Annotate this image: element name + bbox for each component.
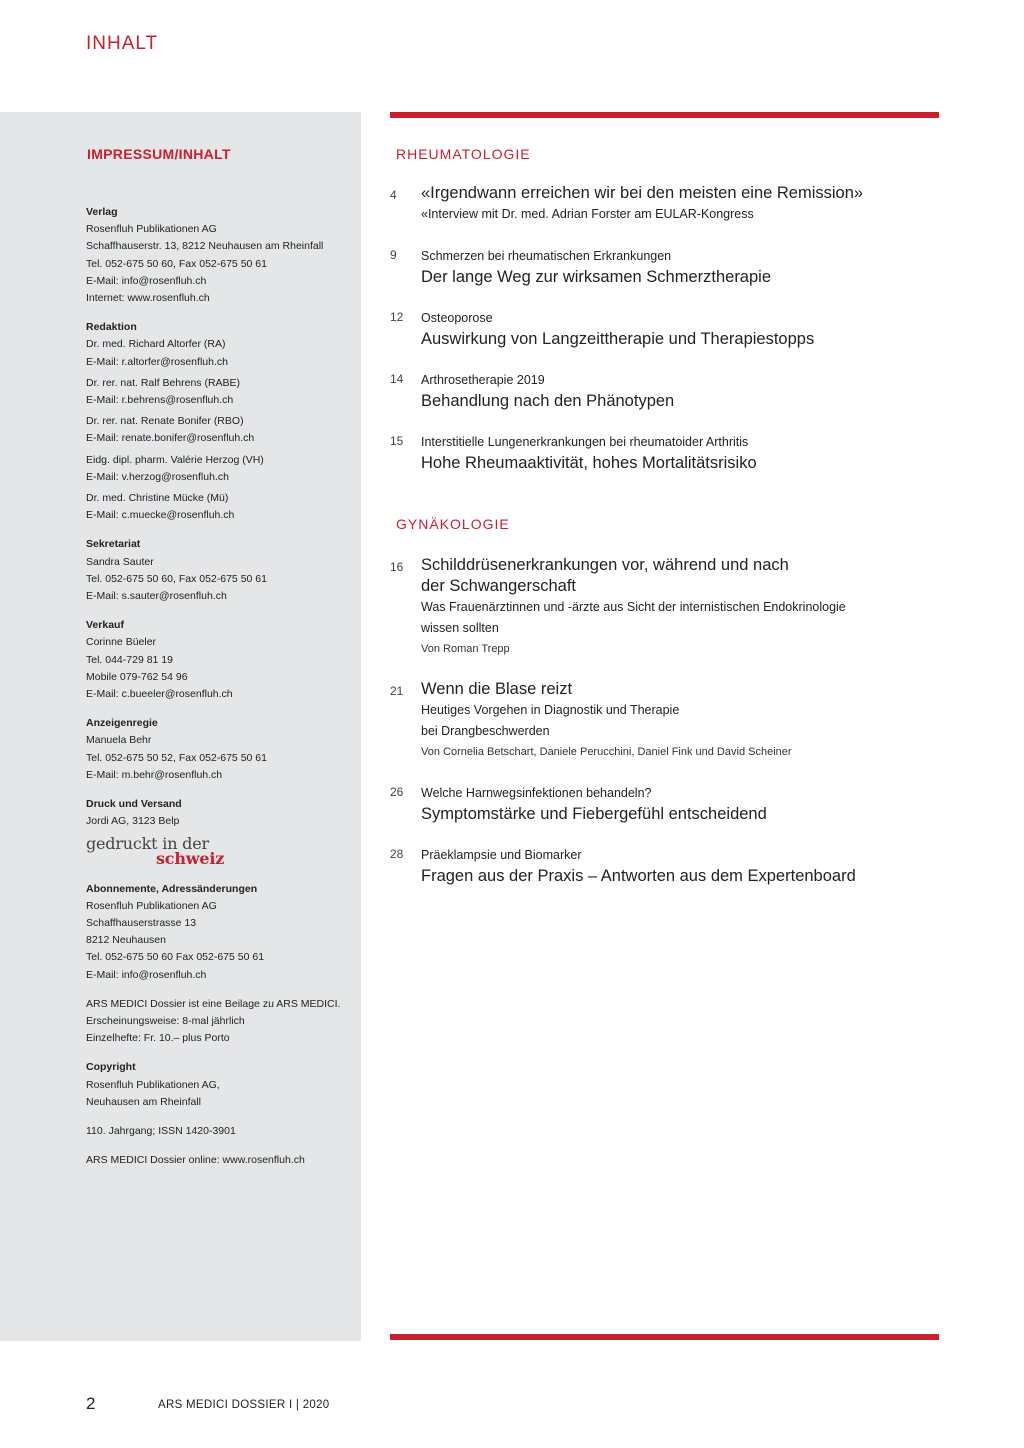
redaktion-block [86, 452, 354, 486]
anzeigenregie-line: Manuela Behr [86, 734, 152, 747]
online-block [86, 1152, 354, 1169]
editor-name: Dr. rer. nat. Renate Bonifer (RBO) [86, 415, 244, 428]
verkauf-heading: Verkauf [86, 619, 124, 632]
abonnemente-block [86, 881, 354, 984]
toc-title: Fragen aus der Praxis – Antworten aus dem Expertenboard [421, 867, 856, 885]
anzeigenregie-email[interactable]: E-Mail: m.behr@rosenfluh.ch [86, 768, 223, 781]
jahrgang-block [86, 1123, 354, 1140]
druck-line: Jordi AG, 3123 Belp [86, 815, 180, 828]
toc-title: Hohe Rheumaaktivität, hohes Mortalitätsrisiko [421, 454, 757, 472]
toc-subtitle: Heutiges Vorgehen in Diagnostik und Therapie [421, 703, 680, 717]
toc-subtitle: Osteoporose [421, 311, 493, 325]
abonnemente-line: Rosenfluh Publikationen AG [86, 899, 217, 912]
toc-subtitle: Arthrosetherapie 2019 [421, 373, 545, 387]
copyright-block [86, 1059, 354, 1111]
footer-publication: ARS MEDICI DOSSIER I | 2020 [158, 1399, 330, 1411]
toc-title: Der lange Weg zur wirksamen Schmerztherapie [421, 268, 772, 286]
toc-subtitle: Präeklampsie und Biomarker [421, 848, 582, 862]
toc-page-number: 16 [390, 560, 404, 574]
toc-entry-body [421, 432, 946, 474]
verlag-website[interactable]: Internet: www.rosenfluh.ch [86, 292, 210, 305]
footer-page-number: 2 [86, 1394, 96, 1413]
redaktion-block [86, 375, 354, 409]
editor-email[interactable]: E-Mail: r.altorfer@rosenfluh.ch [86, 355, 228, 368]
editor-email[interactable]: E-Mail: v.herzog@rosenfluh.ch [86, 470, 229, 483]
copyright-heading: Copyright [86, 1061, 136, 1074]
toc-subtitle: Schmerzen bei rheumatischen Erkrankungen [421, 249, 672, 263]
editor-name: Dr. med. Richard Altorfer (RA) [86, 338, 226, 351]
redaktion-block [86, 413, 354, 447]
impressum-content [86, 204, 354, 1181]
verkauf-line: Mobile 079-762 54 96 [86, 670, 188, 683]
toc-author: Von Cornelia Betschart, Daniele Perucchini, Daniel Fink und David Scheiner [421, 746, 792, 758]
verlag-heading: Verlag [86, 206, 118, 218]
editor-email[interactable]: E-Mail: c.muecke@rosenfluh.ch [86, 509, 235, 522]
beilage-block [86, 996, 354, 1048]
copyright-line: Neuhausen am Rheinfall [86, 1095, 201, 1108]
toc-subtitle: «Interview mit Dr. med. Adrian Forster am EULAR-Kongress [421, 207, 754, 221]
toc-title: Auswirkung von Langzeittherapie und Therapiestopps [421, 330, 815, 348]
toc-title: «Irgendwann erreichen wir bei den meisten eine Remission» [421, 184, 864, 202]
toc-subtitle: Was Frauenärztinnen und -ärzte aus Sicht der internistischen Endokrinologie [421, 600, 846, 614]
verlag-line: Tel. 052-675 50 60, Fax 052-675 50 61 [86, 257, 267, 270]
sekretariat-email[interactable]: E-Mail: s.sauter@rosenfluh.ch [86, 590, 227, 603]
editor-name: Eidg. dipl. pharm. Valérie Herzog (VH) [86, 453, 264, 466]
verlag-block [86, 204, 354, 307]
bottom-red-rule [390, 1334, 939, 1340]
gedruckt-in-der-schweiz-logo [86, 833, 225, 869]
sekretariat-line: Sandra Sauter [86, 555, 154, 568]
section-title-gynaekologie: GYNÄKOLOGIE [396, 516, 510, 532]
verkauf-line: Tel. 044-729 81 19 [86, 653, 173, 666]
toc-subtitle: Welche Harnwegsinfektionen behandeln? [421, 786, 652, 800]
toc-author: Von Roman Trepp [421, 643, 510, 655]
verlag-email[interactable]: E-Mail: info@rosenfluh.ch [86, 274, 207, 287]
toc-entry-body [421, 783, 946, 825]
section-title-rheumatologie: RHEUMATOLOGIE [396, 146, 531, 162]
logo-text-top: gedruckt in der [86, 833, 209, 853]
toc-entry-body [421, 370, 946, 412]
jahrgang-line: 110. Jahrgang; ISSN 1420-3901 [86, 1124, 236, 1137]
toc-page-number: 28 [390, 847, 404, 861]
toc-page-number: 12 [390, 310, 404, 324]
page-heading: INHALT [86, 33, 159, 54]
toc-page-number: 15 [390, 434, 404, 448]
toc-subtitle: Interstitielle Lungenerkrankungen bei rheumatoider Arthritis [421, 435, 749, 449]
toc-entry-body [421, 308, 946, 350]
toc-subtitle: bei Drangbeschwerden [421, 724, 550, 738]
toc-subtitle: wissen sollten [421, 621, 499, 635]
toc-page-number: 21 [390, 684, 404, 698]
beilage-line: Einzelhefte: Fr. 10.– plus Porto [86, 1032, 230, 1045]
anzeigenregie-line: Tel. 052-675 50 52, Fax 052-675 50 61 [86, 751, 267, 764]
toc-entry-body [421, 555, 946, 660]
abonnemente-line: Tel. 052-675 50 60 Fax 052-675 50 61 [86, 951, 265, 964]
redaktion-block [86, 319, 354, 371]
online-line[interactable]: ARS MEDICI Dossier online: www.rosenfluh.ch [86, 1154, 305, 1167]
toc-entry-body [421, 679, 946, 763]
verkauf-email[interactable]: E-Mail: c.bueeler@rosenfluh.ch [86, 688, 233, 701]
redaktion-block [86, 490, 354, 524]
abonnemente-heading: Abonnemente, Adressänderungen [86, 882, 258, 895]
abonnemente-email[interactable]: E-Mail: info@rosenfluh.ch [86, 968, 207, 981]
druck-block [86, 796, 354, 830]
top-red-rule [390, 112, 939, 118]
anzeigenregie-heading: Anzeigenregie [86, 717, 158, 730]
verlag-line: Schaffhauserstr. 13, 8212 Neuhausen am Rheinfall [86, 240, 324, 253]
editor-name: Dr. med. Christine Mücke (Mü) [86, 492, 229, 505]
toc-page-number: 14 [390, 372, 404, 386]
abonnemente-line: 8212 Neuhausen [86, 934, 166, 947]
anzeigenregie-block [86, 715, 354, 784]
toc-page-number: 4 [390, 188, 397, 202]
sidebar-title: IMPRESSUM/INHALT [87, 146, 231, 162]
toc-title: Schilddrüsenerkrankungen vor, während und nach [421, 556, 789, 574]
toc-title: Symptomstärke und Fiebergefühl entscheidend [421, 805, 767, 823]
beilage-line: Erscheinungsweise: 8-mal jährlich [86, 1014, 245, 1027]
sekretariat-block [86, 536, 354, 605]
editor-email[interactable]: E-Mail: renate.bonifer@rosenfluh.ch [86, 432, 255, 445]
abonnemente-line: Schaffhauserstrasse 13 [86, 916, 197, 929]
verlag-line: Rosenfluh Publikationen AG [86, 223, 217, 236]
verkauf-block [86, 617, 354, 703]
redaktion-heading: Redaktion [86, 321, 137, 334]
verkauf-line: Corinne Büeler [86, 636, 157, 649]
toc-title: Wenn die Blase reizt [421, 680, 573, 698]
toc-entry-body [421, 246, 946, 288]
beilage-line: ARS MEDICI Dossier ist eine Beilage zu ARS MEDICI. [86, 997, 341, 1010]
copyright-line: Rosenfluh Publikationen AG, [86, 1078, 220, 1091]
editor-name: Dr. rer. nat. Ralf Behrens (RABE) [86, 376, 241, 389]
toc-page-number: 9 [390, 248, 397, 262]
druck-heading: Druck und Versand [86, 798, 182, 811]
toc-title: der Schwangerschaft [421, 577, 577, 595]
toc-title: Behandlung nach den Phänotypen [421, 392, 675, 410]
editor-email[interactable]: E-Mail: r.behrens@rosenfluh.ch [86, 394, 234, 407]
sekretariat-line: Tel. 052-675 50 60, Fax 052-675 50 61 [86, 572, 267, 585]
sekretariat-heading: Sekretariat [86, 538, 141, 551]
logo-text-bottom: schweiz [156, 848, 225, 868]
toc-entry-body [421, 183, 946, 225]
toc-entry-body [421, 845, 946, 887]
toc-page-number: 26 [390, 785, 404, 799]
